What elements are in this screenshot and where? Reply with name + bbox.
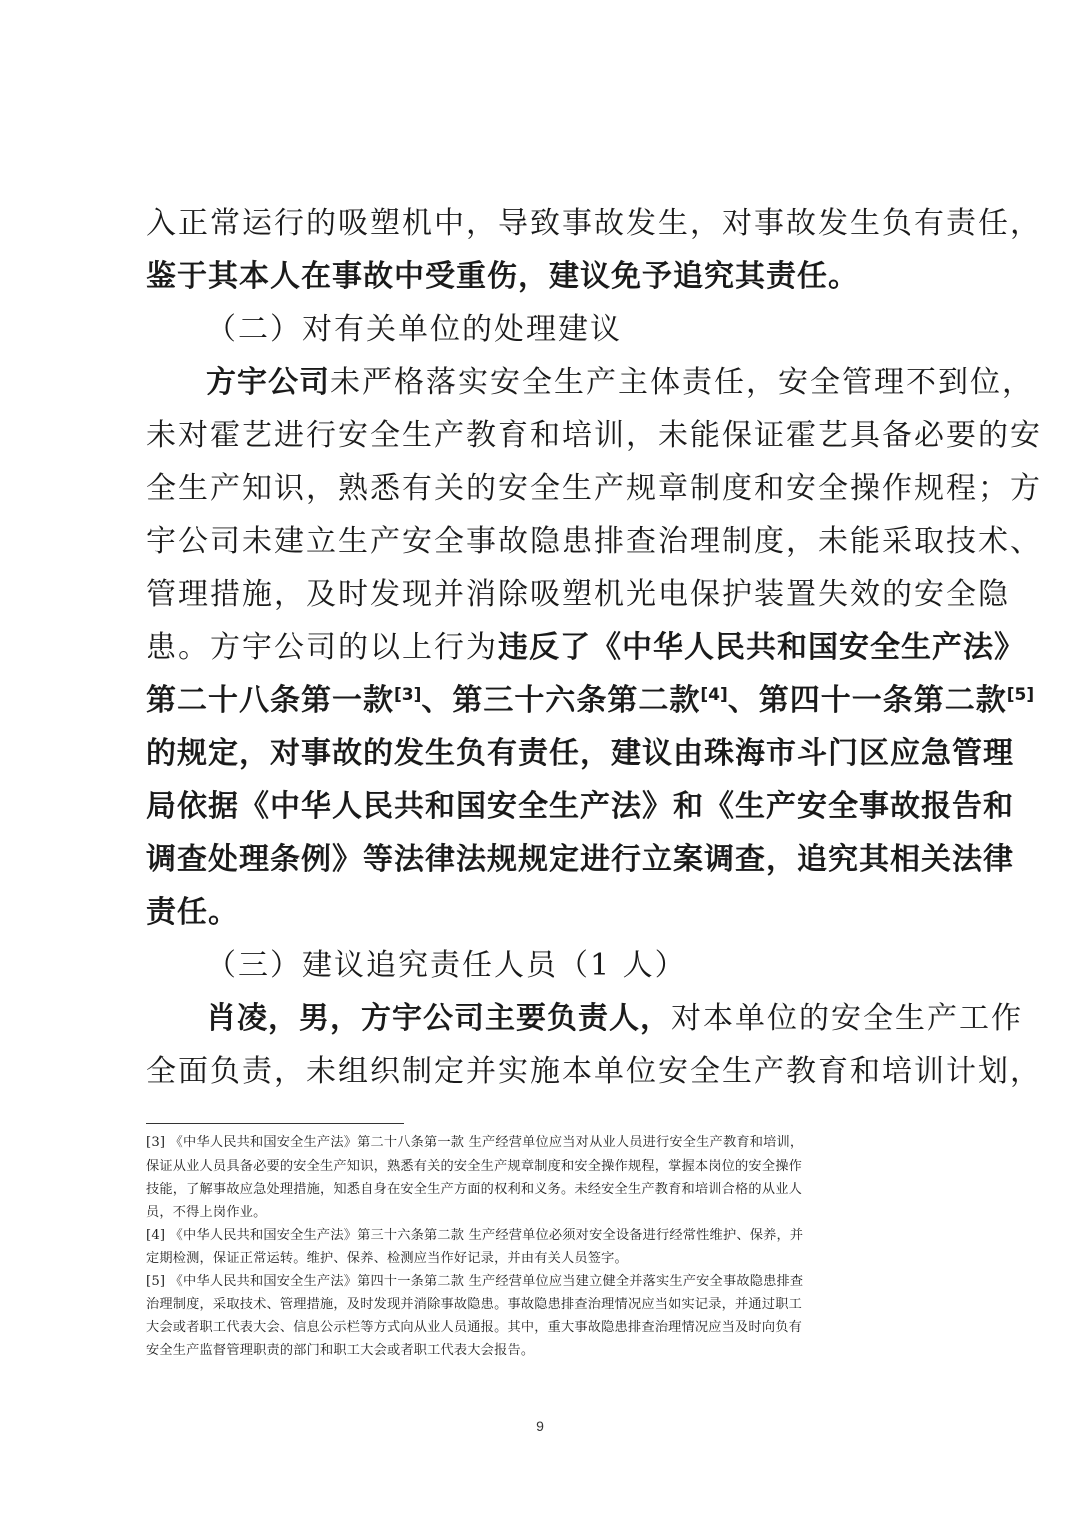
- footnote-5-line: 安全生产监督管理职责的部门和职工大会或者职工代表大会报告。: [146, 1343, 535, 1358]
- footnote-ref-4[interactable]: [4]: [700, 685, 728, 705]
- bold-text: 第二十八条第一款: [146, 683, 394, 718]
- bold-text: 肖凌，男，方宇公司主要负责人，: [206, 1001, 671, 1036]
- page-number: 9: [536, 1418, 544, 1434]
- body-line-bold: [146, 893, 239, 933]
- bold-text: 方宇公司: [206, 365, 330, 400]
- footnote-3-line: [3] 《中华人民共和国安全生产法》第二十八条第一款 生产经营单位应当对从业人员进行安全生产教育和培训，: [146, 1135, 804, 1150]
- body-line-bold: [146, 840, 1014, 880]
- section-heading-3: （三）建议追究责任人员（1 人）: [206, 948, 687, 983]
- body-line: 宇公司未建立生产安全事故隐患排查治理制度，未能采取技术、: [146, 524, 1042, 559]
- bold-text: 局依据《中华人民共和国安全生产法》和《生产安全事故报告和: [146, 789, 1014, 824]
- footnote-3-line: 技能，了解事故应急处理措施，知悉自身在安全生产方面的权利和义务。未经安全生产教育和培训合格的从业人: [146, 1182, 802, 1197]
- bold-text: 责任。: [146, 895, 239, 930]
- body-line: 管理措施，及时发现并消除吸塑机光电保护装置失效的安全隐: [146, 577, 1010, 612]
- bold-text: 调查处理条例》等法律法规规定进行立案调查，追究其相关法律: [146, 842, 1014, 877]
- body-line: [206, 999, 1023, 1039]
- footnote-ref-3[interactable]: [3]: [394, 685, 422, 705]
- plain-text: 未严格落实安全生产主体责任，安全管理不到位，: [330, 365, 1034, 400]
- body-line-bold: [146, 681, 1035, 721]
- body-line-bold: [146, 787, 1014, 827]
- footnote-4-line: 定期检测，保证正常运转。维护、保养、检测应当作好记录，并由有关人员签字。: [146, 1251, 628, 1266]
- footnote-4-line: [4] 《中华人民共和国安全生产法》第三十六条第二款 生产经营单位必须对安全设备进行经常性维护、保养，并: [146, 1228, 804, 1243]
- body-line: [206, 363, 1034, 403]
- plain-text: 对本单位的安全生产工作: [671, 1001, 1023, 1036]
- footnote-5-line: 治理制度，采取技术、管理措施，及时发现并消除事故隐患。事故隐患排查治理情况应当如实记录，并通过职工: [146, 1297, 802, 1312]
- plain-text: 患。方宇公司的以上行为: [146, 630, 498, 665]
- footnote-3-line: 保证从业人员具备必要的安全生产知识，熟悉有关的安全生产规章制度和安全操作规程，掌握本岗位的安全操作: [146, 1159, 802, 1174]
- bold-text: 、第三十六条第二款: [421, 683, 701, 718]
- body-line-bold: [146, 734, 1014, 774]
- body-line: [146, 628, 1025, 668]
- bold-text: [146, 683, 1034, 718]
- bold-text: 违反了《中华人民共和国安全生产法》: [498, 630, 1025, 665]
- footnote-5-line: 大会或者职工代表大会、信息公示栏等方式向从业人员通报。其中，重大事故隐患排查治理情况应当及时向负有: [146, 1320, 802, 1335]
- footnote-3-line: 员，不得上岗作业。: [146, 1205, 267, 1220]
- body-line: 入正常运行的吸塑机中，导致事故发生，对事故发生负有责任，: [146, 206, 1042, 241]
- bold-text: 、第四十一条第二款: [727, 683, 1007, 718]
- footnote-5-line: [5] 《中华人民共和国安全生产法》第四十一条第二款 生产经营单位应当建立健全并落实生产安全事故隐患排查: [146, 1274, 804, 1289]
- bold-text: 的规定，对事故的发生负有责任，建议由珠海市斗门区应急管理: [146, 736, 1014, 771]
- body-line: 未对霍艺进行安全生产教育和培训，未能保证霍艺具备必要的安: [146, 418, 1042, 453]
- body-line: 全生产知识，熟悉有关的安全生产规章制度和安全操作规程；方: [146, 471, 1042, 506]
- footnote-separator: [146, 1123, 404, 1124]
- section-heading-2: （二）对有关单位的处理建议: [206, 312, 622, 347]
- body-line: 全面负责，未组织制定并实施本单位安全生产教育和培训计划，: [146, 1054, 1042, 1089]
- footnote-ref-5[interactable]: [5]: [1006, 685, 1035, 705]
- body-line-bold: [146, 257, 859, 297]
- bold-text: 鉴于其本人在事故中受重伤，建议免予追究其责任。: [146, 259, 859, 294]
